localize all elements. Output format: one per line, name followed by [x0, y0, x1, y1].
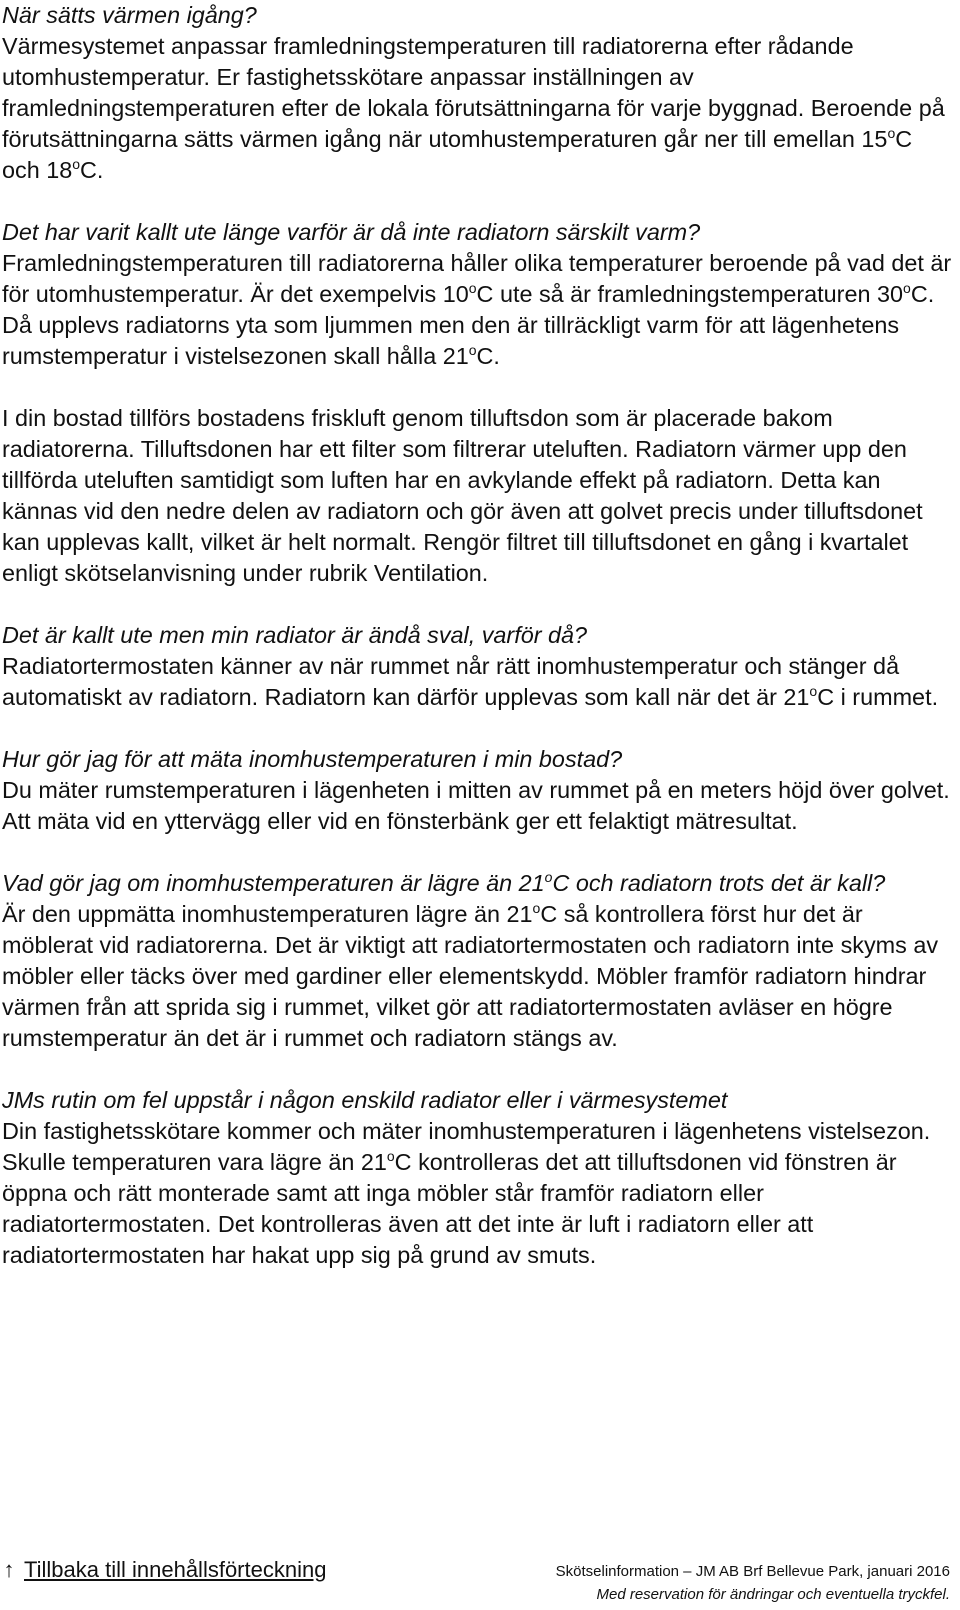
- degree-superscript: o: [386, 1148, 395, 1164]
- degree-superscript: o: [72, 156, 81, 172]
- text-run: C i rummet.: [817, 684, 939, 710]
- back-to-contents-link[interactable]: [0, 1556, 326, 1584]
- text-run: C så kontrollera först hur det är möblerat vid radiatorerna. Det är viktigt att radiatortermostaten och radiatorn inte skyms av möbler eller täcks över med gardiner eller elementskydd. Möbler framför radiatorn hindrar värmen från att sprida sig i rummet, vilket gör att radiatortermostaten avläser en högre rumstemperatur än det är i rummet och radiatorn stängs av.: [2, 901, 939, 1051]
- degree-superscript: o: [903, 280, 911, 296]
- text-run: Du mäter rumstemperaturen i lägenheten i mitten av rummet på en meters höjd över golvet. Att mäta vid en yttervägg eller vid en fönsterbänk ger ett felaktigt mätresultat.: [2, 777, 950, 834]
- arrow-up-icon: ↑: [3, 1557, 15, 1582]
- section-radiator-cool: [2, 620, 952, 713]
- footer-disclaimer: Med reservation för ändringar och eventuella tryckfel.: [596, 1586, 950, 1603]
- section-measure-temperature: [2, 744, 952, 837]
- degree-superscript: o: [809, 683, 818, 699]
- back-link-label: Tillbaka till innehållsförteckning: [24, 1557, 327, 1582]
- section-low-temperature: [2, 868, 952, 1054]
- question-heading: [2, 868, 952, 899]
- text-run: Framledningstemperaturen till radiatorerna håller olika temperaturer beroende på vad det är för utomhustemperatur. Är det exempelvis 10: [2, 250, 952, 307]
- text-run: Din fastighetsskötare kommer och mäter inomhustemperaturen i lägenhetens vistelsezon. Skulle temperaturen vara lägre än 21: [2, 1118, 931, 1175]
- answer-paragraph: [2, 775, 952, 837]
- section-jm-routine: [2, 1085, 952, 1271]
- page-footer: [0, 1552, 950, 1610]
- degree-superscript: o: [544, 869, 553, 885]
- degree-superscript: o: [532, 900, 541, 916]
- text-run: I din bostad tillförs bostadens friskluft genom tilluftsdon som är placerade bakom radiatorerna. Tilluftsdonen har ett filter som filtrerar uteluften. Radiatorn värmer upp den tillförda uteluften samtidigt som luften har en avkylande effekt på radiatorn. Detta kan kännas vid den nedre delen av radiatorn och gör även att golvet precis under tilluftsdonet kan upplevas kallt, vilket är helt normalt. Rengör filtret till tilluftsdonet en gång i kvartalet enligt skötselanvisning under rubrik Ventilation.: [2, 405, 923, 586]
- text-run: Vad gör jag om inomhustemperaturen är lägre än 21: [2, 870, 545, 896]
- answer-paragraph: [2, 403, 952, 589]
- document-page: [2, 0, 952, 1271]
- text-run: C.: [80, 157, 104, 183]
- degree-superscript: o: [887, 125, 896, 141]
- answer-paragraph: [2, 899, 952, 1054]
- text-run: C kontrolleras det att tilluftsdonen vid fönstren är öppna och rätt monterade samt att inga möbler står framför radiatorn eller radiatortermostaten. Det kontrolleras även att det inte är luft i radiatorn eller att radiatortermostaten har hakat upp sig på grund av smuts.: [2, 1149, 897, 1268]
- section-radiator-not-warm: [2, 217, 952, 372]
- text-run: Är den uppmätta inomhustemperaturen lägre än 21: [2, 901, 533, 927]
- degree-superscript: o: [468, 280, 477, 296]
- answer-paragraph: [2, 1116, 952, 1271]
- text-run: C ute så är framledningstemperaturen 30: [476, 281, 904, 307]
- degree-superscript: o: [468, 342, 477, 358]
- answer-paragraph: [2, 651, 952, 713]
- footer-document-info: Skötselinformation – JM AB Brf Bellevue Park, januari 2016: [555, 1563, 950, 1580]
- text-run: Värmesystemet anpassar framledningstemperaturen till radiatorerna efter rådande utomhustemperatur. Er fastighetsskötare anpassar inställningen av framledningstemperaturen efter de lokala förutsättningarna för varje byggnad. Beroende på förutsättningarna sätts värmen igång när utomhustemperaturen går ner till emellan 15: [2, 33, 945, 152]
- answer-paragraph: [2, 31, 952, 186]
- text-run: C.: [476, 343, 500, 369]
- question-heading: Det har varit kallt ute länge varför är då inte radiatorn särskilt varm?: [2, 219, 701, 245]
- text-run: C och 18: [2, 126, 913, 183]
- answer-paragraph: [2, 248, 952, 372]
- question-heading: Det är kallt ute men min radiator är ändå sval, varför då?: [2, 622, 588, 648]
- question-heading: Hur gör jag för att mäta inomhustemperaturen i min bostad?: [2, 746, 623, 772]
- section-heating-start: [2, 0, 952, 186]
- section-fresh-air: [2, 403, 952, 589]
- question-heading: JMs rutin om fel uppstår i någon enskild radiator eller i värmesystemet: [2, 1087, 728, 1113]
- text-run: Radiatortermostaten känner av när rummet når rätt inomhustemperatur och stänger då automatiskt av radiatorn. Radiatorn kan därför upplevas som kall när det är 21: [2, 653, 900, 710]
- text-run: C och radiatorn trots det är kall?: [552, 870, 886, 896]
- text-run: C. Då upplevs radiatorns yta som ljummen men den är tillräckligt varm för att lägenhetens rumstemperatur i vistelsezonen skall hålla 21: [2, 281, 935, 369]
- question-heading: När sätts värmen igång?: [2, 2, 257, 28]
